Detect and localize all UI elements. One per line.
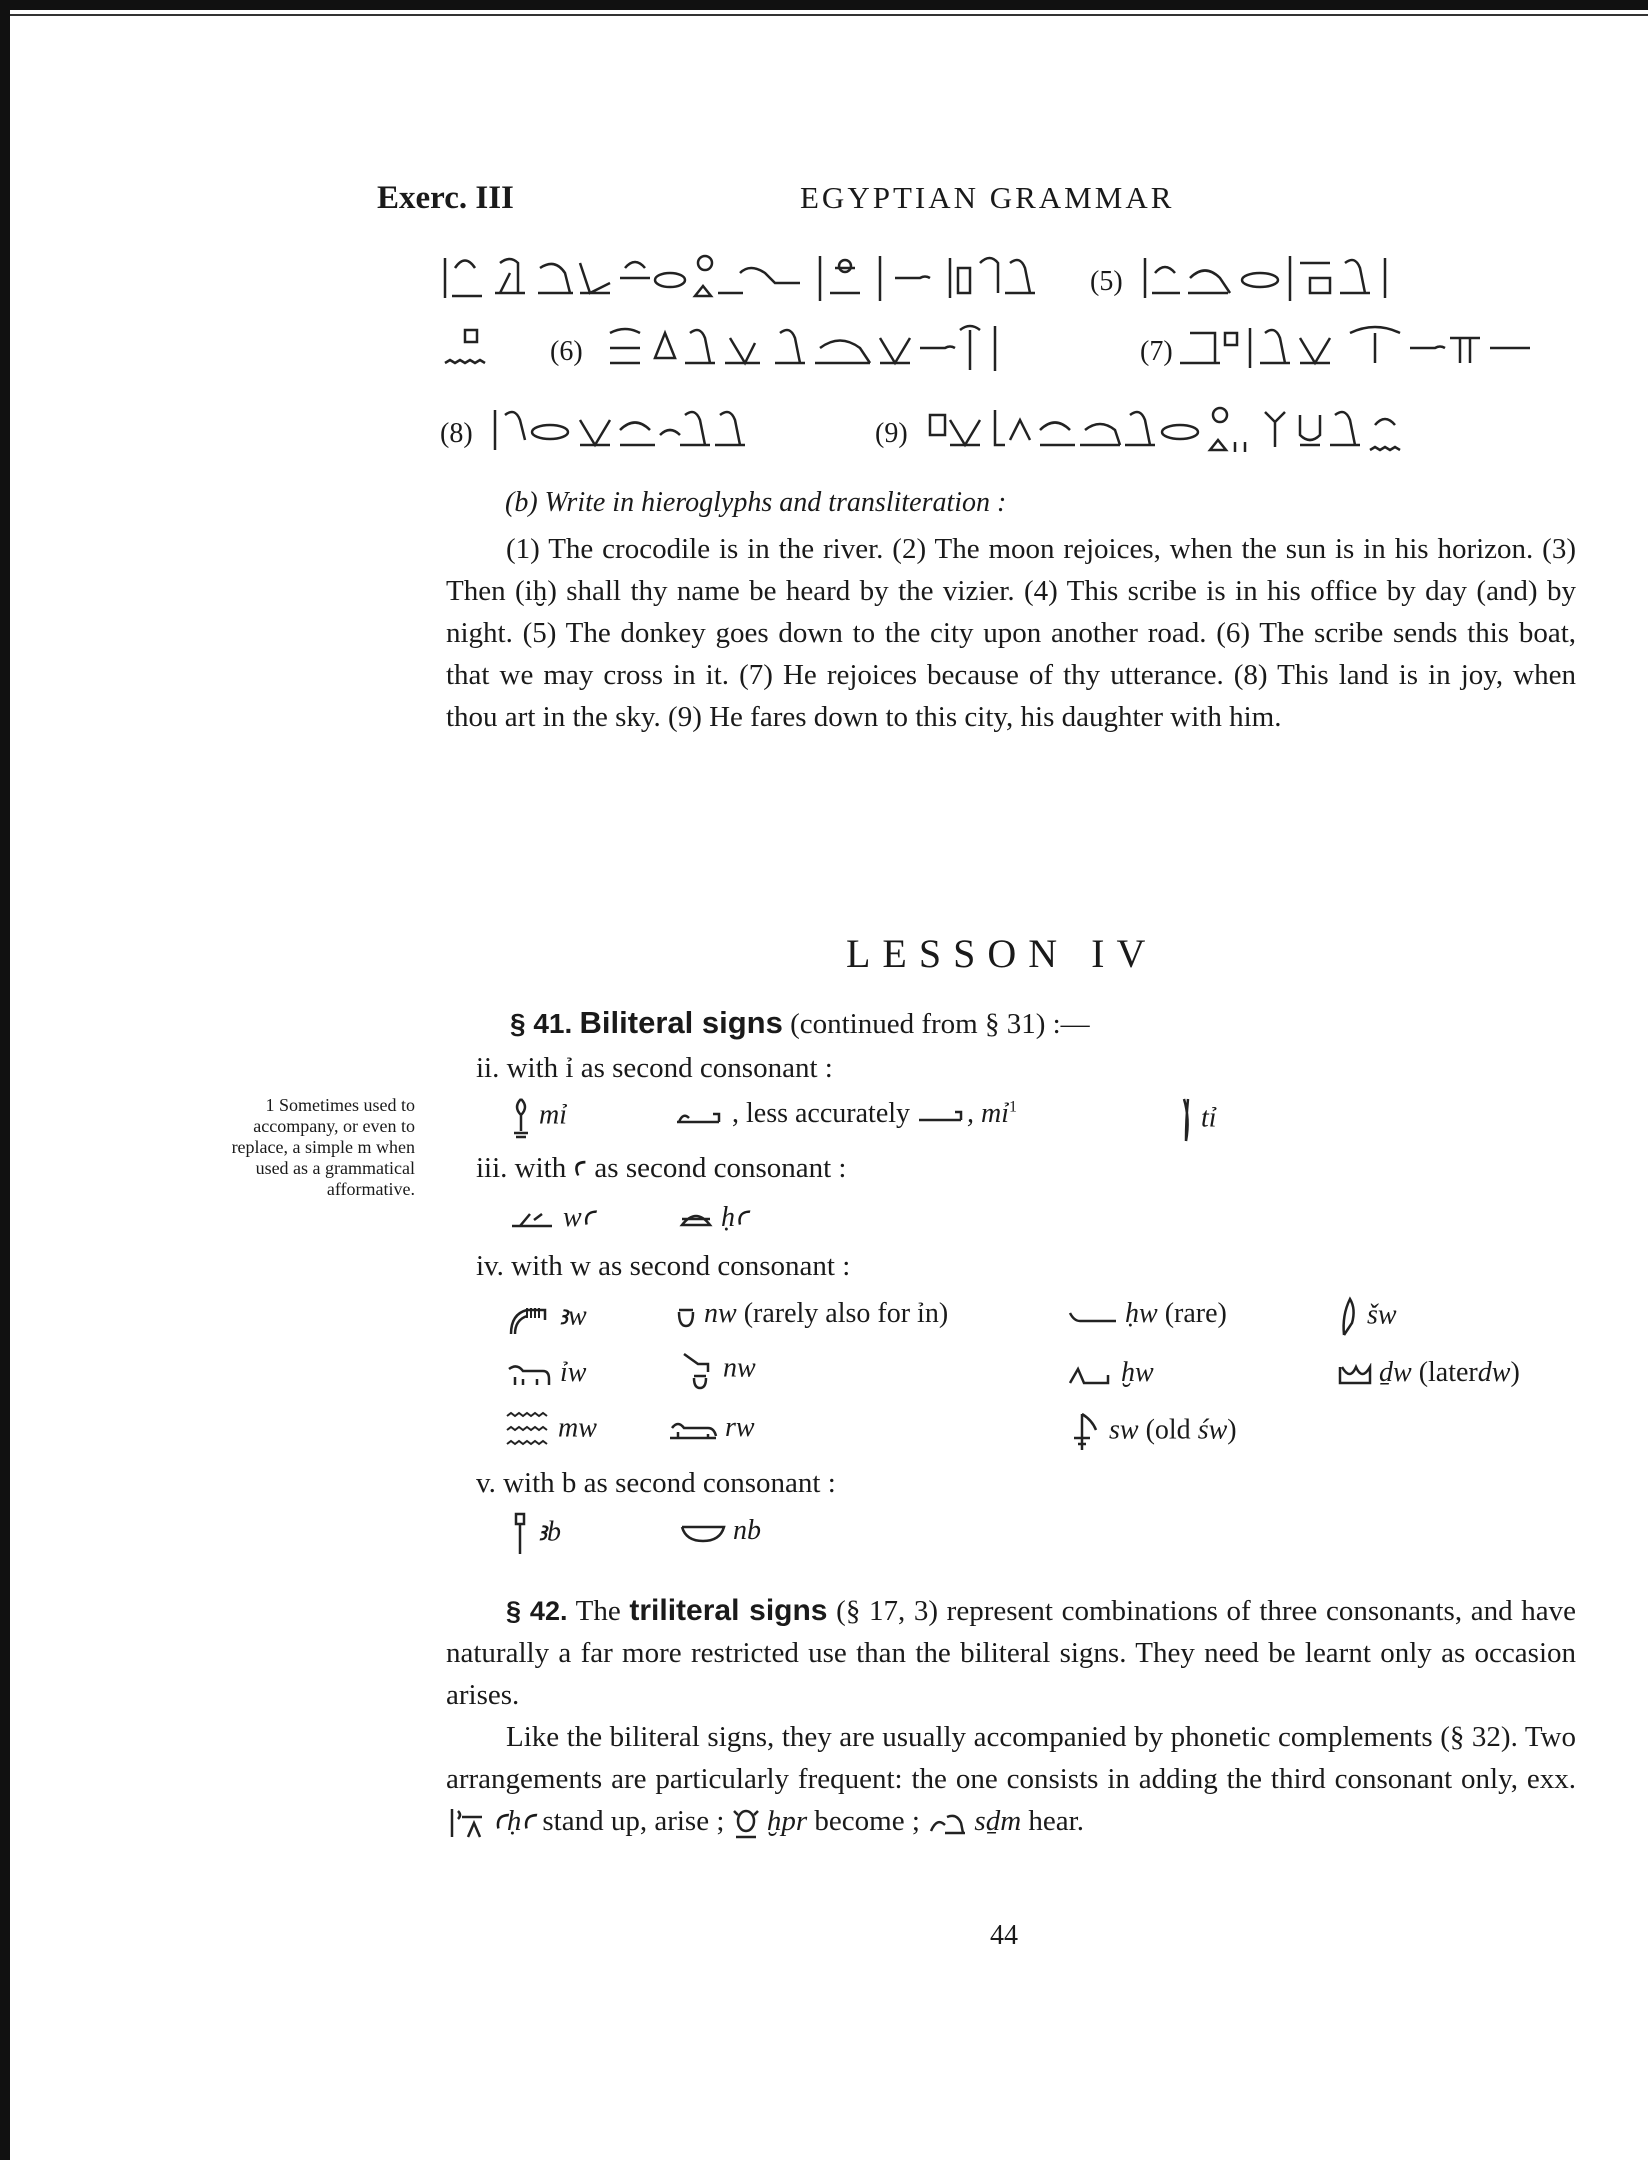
harpoon-icon bbox=[510, 1208, 556, 1232]
sign-hw-note: (rare) bbox=[1164, 1298, 1227, 1329]
sign-sw2-note-pre: (old bbox=[1145, 1414, 1191, 1446]
adze-pot-icon bbox=[680, 1350, 716, 1390]
sign-mi-variant-translit: , mỉ bbox=[967, 1098, 1010, 1129]
hieroglyph-figure bbox=[440, 248, 1570, 308]
sign-hw bbox=[1068, 1298, 1227, 1330]
water-pot-icon bbox=[510, 1095, 532, 1139]
hieroglyph-line-3 bbox=[440, 400, 1570, 460]
example-aha-translit: ꜥḥꜥ bbox=[493, 1805, 536, 1837]
section-42-text: (§ 17, 3) represent combinations of three consonants, and have naturally a far more restricted use than the biliteral signs. They need be learnt only as occasion arises. bbox=[446, 1595, 1576, 1711]
sign-sw2-note-post: ) bbox=[1227, 1414, 1237, 1446]
mountain-icon bbox=[1338, 1363, 1372, 1387]
section-42-text-2: Like the biliteral signs, they are usually accompanied by phonetic complements (§ 32). Two arrangements are particularly frequent: the one consists in adding the third consonant only, exx. bbox=[446, 1721, 1576, 1795]
mast-arm-legs-icon bbox=[446, 1805, 486, 1841]
sign-dw-note-pre: (later bbox=[1418, 1357, 1478, 1388]
sign-3b bbox=[510, 1510, 561, 1558]
hieroglyph-number-6: (6) bbox=[550, 336, 583, 367]
sign-nw-note: (rarely also for ỉn) bbox=[743, 1298, 949, 1329]
exercise-b-text: (1) The crocodile is in the river. (2) The moon rejoices, when the sun is in his horizon. (3) Then (iḫ) shall thy name be heard by the vizier. (4) This scribe is in his office by day (and) by night. (5) The donkey goes down to the city upon another road. (6) The scribe sends this boat, that we may cross in it. (7) He rejoices because of thy utterance. (8) This land is in joy, when thou art in the sky. (9) He fares down to this city, his daughter with him. bbox=[446, 533, 1576, 733]
example-khpr-gloss: become ; bbox=[814, 1805, 920, 1837]
water-ripples-icon bbox=[505, 1410, 551, 1450]
subsection-v: v. with b as second consonant : bbox=[476, 1467, 836, 1499]
sign-rw-translit: rw bbox=[725, 1412, 755, 1443]
sign-sw2 bbox=[1068, 1410, 1237, 1454]
exercise-b-instruction: (b) Write in hieroglyphs and transliteration : bbox=[505, 487, 1007, 518]
section-41-title: Biliteral signs bbox=[579, 1005, 783, 1040]
sign-sw2-translit: sw bbox=[1109, 1414, 1139, 1446]
sign-sw bbox=[1338, 1295, 1397, 1339]
sign-3w bbox=[505, 1298, 587, 1338]
page-number: 44 bbox=[990, 1920, 1018, 1951]
arm-offering-alt-icon bbox=[917, 1106, 967, 1126]
sign-wa-translit: wꜥ bbox=[563, 1202, 595, 1233]
example-aha-gloss: stand up, arise ; bbox=[542, 1805, 725, 1837]
footnote: 1 Sometimes used to accompany, or even to replace, a simple m when used as a grammatical afformative. bbox=[231, 1095, 415, 1199]
flail-arm-icon bbox=[1068, 1363, 1114, 1387]
sign-iw-translit: ỉw bbox=[560, 1357, 587, 1388]
subsection-iv: iv. with w as second consonant : bbox=[476, 1250, 851, 1282]
brazier-icon bbox=[678, 1207, 714, 1233]
sign-3b-translit: ꜣb bbox=[537, 1516, 561, 1548]
section-42-title: triliteral signs bbox=[629, 1594, 828, 1627]
section-41-rest: (continued from § 31) :— bbox=[790, 1008, 1090, 1040]
sign-sw-translit: šw bbox=[1367, 1299, 1397, 1331]
hieroglyph-line-1 bbox=[440, 248, 1570, 308]
hieroglyph-number-7: (7) bbox=[1140, 336, 1173, 367]
sign-3w-translit: ꜣw bbox=[558, 1300, 587, 1332]
hieroglyph-line-2 bbox=[440, 318, 1570, 378]
sign-nb bbox=[680, 1515, 761, 1547]
scan-border-top bbox=[0, 0, 1648, 10]
sign-hw-translit: ḥw bbox=[1125, 1298, 1158, 1329]
feather-icon bbox=[1338, 1295, 1360, 1339]
section-42-lead: The bbox=[575, 1595, 621, 1627]
animal-back-icon bbox=[505, 1298, 551, 1338]
subsection-ii: ii. with ỉ as second consonant : bbox=[476, 1052, 833, 1084]
hieroglyph-figure bbox=[440, 400, 1570, 460]
lesson-title: LESSON IV bbox=[846, 931, 1158, 976]
scarab-beetle-icon bbox=[732, 1805, 760, 1841]
hieroglyph-number-8: (8) bbox=[440, 418, 473, 449]
section-42-paragraph-2 bbox=[446, 1716, 1576, 1842]
sign-mi bbox=[510, 1095, 567, 1139]
sign-nw bbox=[675, 1298, 948, 1330]
sign-dw-note-translit: dw bbox=[1477, 1357, 1511, 1388]
sign-khw bbox=[1068, 1357, 1154, 1389]
example-sdm-gloss: hear. bbox=[1028, 1805, 1084, 1837]
sign-khw-translit: ḫw bbox=[1121, 1357, 1154, 1388]
chisel-icon bbox=[510, 1510, 530, 1558]
section-41-heading bbox=[510, 1005, 1090, 1041]
pestle-icon bbox=[1178, 1095, 1194, 1145]
sign-iw bbox=[505, 1357, 586, 1389]
sign-mw bbox=[505, 1410, 597, 1450]
subsection-iii: iii. with ꜥ as second consonant : bbox=[476, 1152, 847, 1184]
ear-owl-icon bbox=[927, 1809, 967, 1837]
calf-icon bbox=[505, 1361, 553, 1389]
section-42-paragraph-1 bbox=[446, 1590, 1576, 1716]
tongue-icon bbox=[1068, 1307, 1118, 1325]
sign-wa bbox=[510, 1200, 595, 1234]
example-sdm-translit: sḏm bbox=[974, 1805, 1022, 1837]
sign-ha bbox=[678, 1200, 748, 1234]
hieroglyph-number-5: (5) bbox=[1090, 266, 1123, 297]
scan-border-left bbox=[0, 0, 10, 2160]
sign-nw-translit: nw bbox=[704, 1298, 737, 1329]
hieroglyph-number-9: (9) bbox=[875, 418, 908, 449]
sign-mi-translit: mỉ bbox=[539, 1099, 567, 1131]
arm-offering-icon bbox=[675, 1106, 725, 1126]
sign-dw-note-post: ) bbox=[1510, 1357, 1520, 1388]
sign-mw-translit: mw bbox=[558, 1412, 597, 1444]
sign-dw bbox=[1338, 1357, 1520, 1389]
section-41-number: § 41. bbox=[510, 1008, 573, 1039]
basket-icon bbox=[680, 1523, 726, 1543]
sign-dw-translit: ḏw bbox=[1379, 1357, 1412, 1388]
hieroglyph-figure bbox=[440, 318, 1570, 378]
sign-mi-variant bbox=[675, 1098, 1017, 1130]
sign-mi-variant-note: , less accurately bbox=[732, 1098, 911, 1129]
sign-ti-translit: tỉ bbox=[1201, 1102, 1217, 1134]
sign-nw2 bbox=[680, 1350, 756, 1390]
section-42-number: § 42. bbox=[506, 1596, 568, 1626]
sign-rw bbox=[668, 1412, 755, 1444]
sign-ti bbox=[1178, 1095, 1217, 1145]
pot-icon bbox=[675, 1304, 697, 1328]
running-head-left: Exerc. III bbox=[377, 180, 514, 216]
running-head-title: EGYPTIAN GRAMMAR bbox=[800, 180, 1175, 215]
sign-sw2-note-translit: św bbox=[1197, 1414, 1228, 1446]
sign-nw2-translit: nw bbox=[723, 1352, 756, 1384]
sedge-plant-icon bbox=[1068, 1410, 1102, 1454]
footnote-marker: 1 bbox=[1009, 1098, 1018, 1116]
sign-nb-translit: nb bbox=[733, 1515, 761, 1546]
lion-icon bbox=[668, 1418, 718, 1442]
example-khpr-translit: ḫpr bbox=[766, 1805, 808, 1837]
sign-ha-translit: ḥꜥ bbox=[721, 1202, 749, 1233]
scan-border-rule bbox=[0, 14, 1648, 16]
